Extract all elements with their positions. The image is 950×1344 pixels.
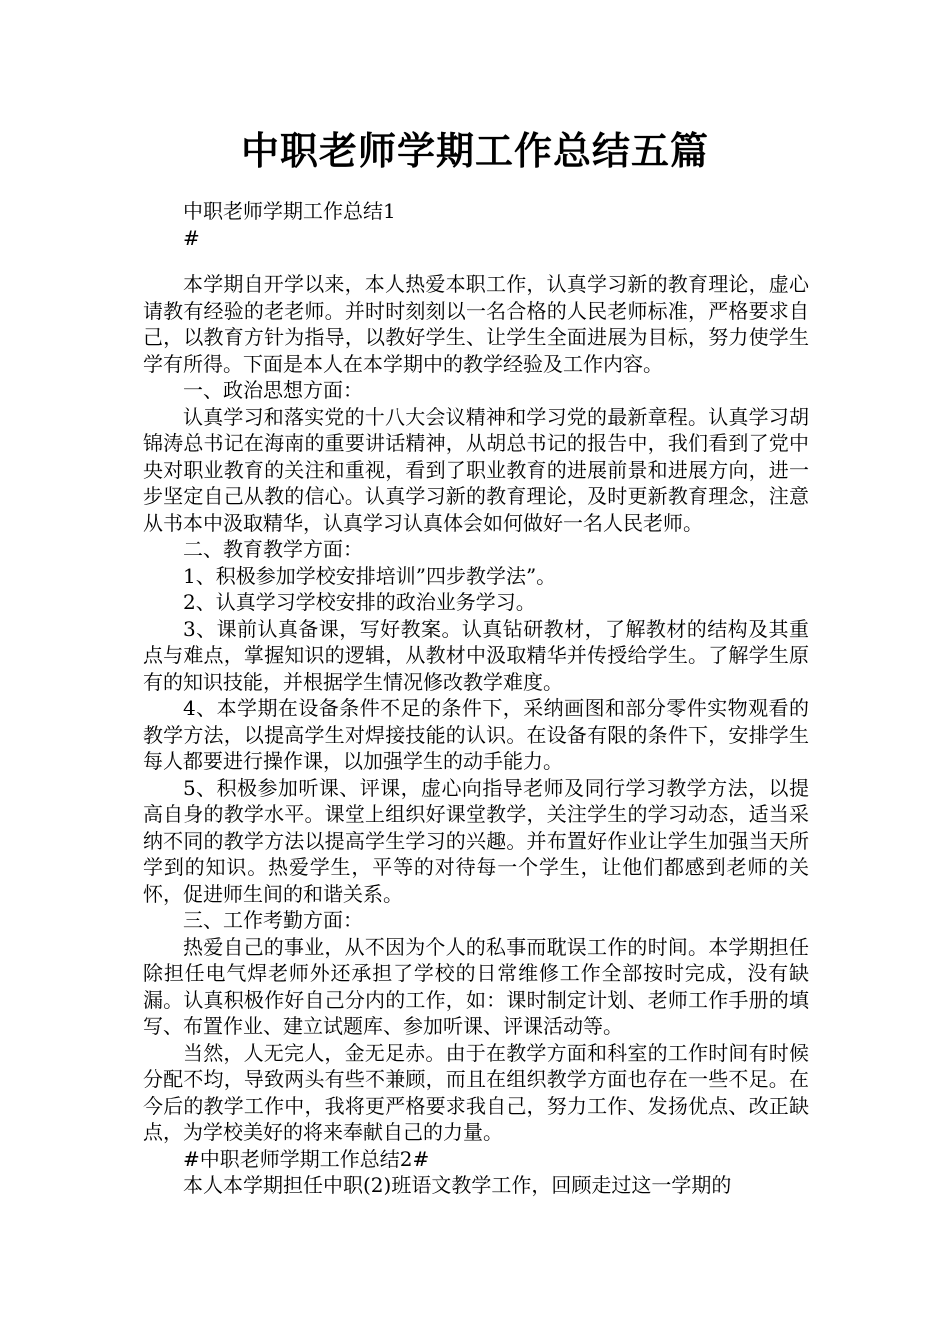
politics-paragraph: 认真学习和落实党的十八大会议精神和学习党的最新章程。认真学习胡锦涛总书记在海南的重要讲话精神，从胡总书记的报告中，我们看到了党中央对职业教育的关注和重视，看到了职业教育的进展前景和进展方向，进一步坚定自己从教的信心。认真学习新的教育理论，及时更新教育理念，注意从书本中汲取精华，认真学习认真体会如何做好一名人民老师。 (143, 404, 809, 535)
section-heading-1: 中职老师学期工作总结1 (183, 199, 396, 223)
intro-paragraph: 本学期自开学以来，本人热爱本职工作，认真学习新的教育理论，虚心请教有经验的老老师。并时时刻刻以一名合格的人民老师标准，严格要求自己，以教育方针为指导，以教好学生、让学生全面进展为目标，努力使学生学有所得。下面是本人在本学期中的教学经验及工作内容。 (143, 272, 809, 376)
separator-mark: # (183, 225, 200, 250)
teaching-item-4: 4、本学期在设备条件不足的条件下，采纳画图和部分零件实物观看的教学方法，以提高学生对焊接技能的认识。在设备有限的条件下，安排学生每人都要进行操作课，以加强学生的动手能力。 (143, 696, 809, 773)
subheading-politics: 一、政治思想方面： (183, 378, 363, 402)
teaching-item-1: 1、积极参加学校安排培训”四步教学法”。 (183, 563, 557, 588)
teaching-item-3: 3、课前认真备课，写好教案。认真钻研教材，了解教材的结构及其重点与难点，掌握知识的逻辑，从教材中汲取精华并传授给学生。了解学生原有的知识技能，并根据学生情况修改教学难度。 (143, 616, 809, 694)
section-2-paragraph: 本人本学期担任中职(2)班语文教学工作，回顾走过这一学期的 (183, 1173, 732, 1197)
teaching-item-5: 5、积极参加听课、评课，虚心向指导老师及同行学习教学方法，以提高自身的教学水平。课堂上组织好课堂教学，关注学生的学习动态，适当采纳不同的教学方法以提高学生学习的兴趣。并布置好作业让学生加强当天所学到的知识。热爱学生，平等的对待每一个学生，让他们都感到老师的关怀，促进师生间的和谐关系。 (143, 775, 809, 906)
reflection-paragraph: 当然，人无完人，金无足赤。由于在教学方面和科室的工作时间有时候分配不均，导致两头有些不兼顾，而且在组织教学方面也存在一些不足。在今后的教学工作中，我将更严格要求我自己，努力工作、发扬优点、改正缺点，为学校美好的将来奉献自己的力量。 (143, 1040, 809, 1144)
subheading-teaching: 二、教育教学方面： (183, 537, 363, 561)
subheading-attendance: 三、工作考勤方面： (183, 908, 363, 932)
teaching-item-2: 2、认真学习学校安排的政治业务学习。 (183, 590, 536, 614)
section-heading-2: #中职老师学期工作总结2# (183, 1146, 430, 1171)
document-body (143, 198, 809, 1199)
attendance-paragraph: 热爱自己的事业，从不因为个人的私事而耽误工作的时间。本学期担任除担任电气焊老师外还承担了学校的日常维修工作全部按时完成，没有缺漏。认真积极作好自己分内的工作，如：课时制定计划、老师工作手册的填写、布置作业、建立试题库、参加听课、评课活动等。 (143, 934, 809, 1038)
document-title: 中职老师学期工作总结五篇 (240, 129, 709, 173)
